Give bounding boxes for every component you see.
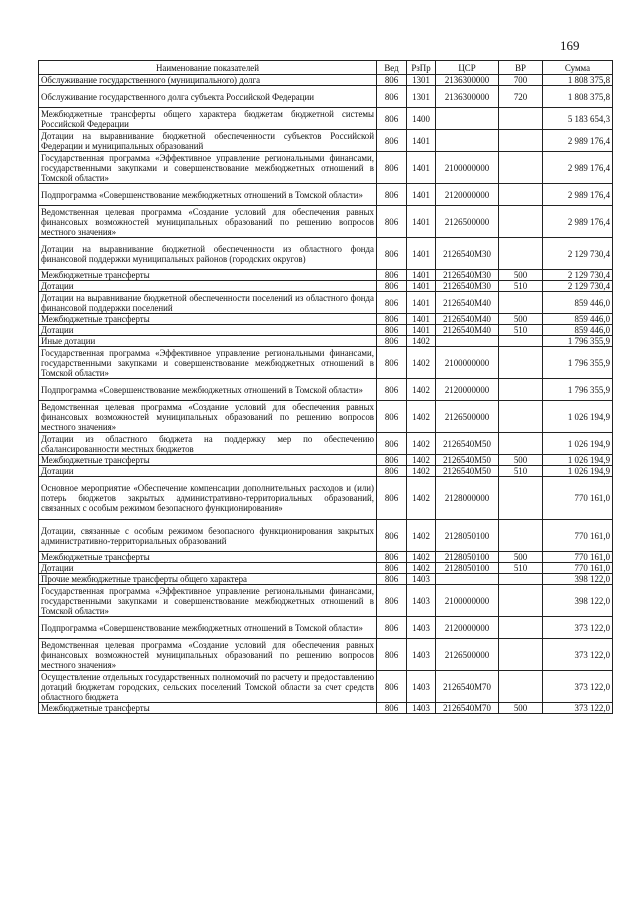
cell-sum: 770 161,0 xyxy=(543,477,613,520)
cell-csr: 2120000000 xyxy=(436,617,499,639)
cell-sum: 859 446,0 xyxy=(543,314,613,325)
cell-ved: 806 xyxy=(377,455,407,466)
cell-sum: 1 808 375,8 xyxy=(543,86,613,108)
cell-rzpr: 1403 xyxy=(407,703,436,714)
cell-rzpr: 1402 xyxy=(407,401,436,433)
cell-sum: 2 989 176,4 xyxy=(543,206,613,238)
cell-csr: 2126540М50 xyxy=(436,466,499,477)
table-row xyxy=(39,401,613,433)
cell-csr: 2100000000 xyxy=(436,152,499,184)
cell-ved: 806 xyxy=(377,130,407,152)
cell-vr xyxy=(499,401,543,433)
cell-csr: 2100000000 xyxy=(436,585,499,617)
cell-ved: 806 xyxy=(377,206,407,238)
table-row xyxy=(39,206,613,238)
cell-name: Подпрограмма «Совершенствование межбюджетных отношений в Томской области» xyxy=(39,379,377,401)
cell-sum: 1 808 375,8 xyxy=(543,75,613,86)
cell-sum: 398 122,0 xyxy=(543,574,613,585)
cell-vr xyxy=(499,617,543,639)
cell-name: Дотации из областного бюджета на поддержку мер по обеспечению сбалансированности местных бюджетов xyxy=(39,433,377,455)
table-row xyxy=(39,281,613,292)
cell-name: Дотации, связанные с особым режимом безопасного функционирования закрытых административно-территориальных образований xyxy=(39,520,377,552)
cell-vr: 700 xyxy=(499,75,543,86)
cell-sum: 2 989 176,4 xyxy=(543,184,613,206)
cell-rzpr: 1401 xyxy=(407,270,436,281)
cell-ved: 806 xyxy=(377,86,407,108)
cell-rzpr: 1403 xyxy=(407,671,436,703)
cell-name: Дотации xyxy=(39,466,377,477)
cell-ved: 806 xyxy=(377,466,407,477)
table-header-row xyxy=(39,61,613,75)
cell-csr: 2100000000 xyxy=(436,347,499,379)
cell-sum: 1 026 194,9 xyxy=(543,466,613,477)
cell-rzpr: 1402 xyxy=(407,477,436,520)
cell-name: Ведомственная целевая программа «Создание условий для обеспечения равных финансовых возможностей муниципальных образований по решению вопросов местного значения» xyxy=(39,206,377,238)
cell-vr xyxy=(499,206,543,238)
cell-rzpr: 1403 xyxy=(407,639,436,671)
cell-sum: 2 989 176,4 xyxy=(543,130,613,152)
cell-sum: 1 796 355,9 xyxy=(543,336,613,347)
cell-csr: 2120000000 xyxy=(436,184,499,206)
table-row xyxy=(39,639,613,671)
cell-ved: 806 xyxy=(377,401,407,433)
cell-csr: 2126540М40 xyxy=(436,292,499,314)
cell-sum: 373 122,0 xyxy=(543,703,613,714)
page-number: 169 xyxy=(560,38,580,53)
table-row xyxy=(39,130,613,152)
table-row xyxy=(39,455,613,466)
cell-name: Межбюджетные трансферты xyxy=(39,552,377,563)
cell-vr: 500 xyxy=(499,703,543,714)
cell-vr: 500 xyxy=(499,314,543,325)
cell-csr: 2128050100 xyxy=(436,520,499,552)
table-row xyxy=(39,520,613,552)
cell-vr xyxy=(499,585,543,617)
cell-name: Межбюджетные трансферты xyxy=(39,314,377,325)
cell-csr: 2126500000 xyxy=(436,401,499,433)
cell-csr xyxy=(436,130,499,152)
cell-vr: 510 xyxy=(499,466,543,477)
cell-name: Дотации на выравнивание бюджетной обеспеченности субъектов Российской Федерации и муниципальных образований xyxy=(39,130,377,152)
cell-rzpr: 1402 xyxy=(407,379,436,401)
cell-rzpr: 1401 xyxy=(407,238,436,270)
header-vr: ВР xyxy=(499,61,543,75)
cell-csr: 2126540М30 xyxy=(436,281,499,292)
cell-sum: 2 129 730,4 xyxy=(543,238,613,270)
cell-sum: 1 026 194,9 xyxy=(543,433,613,455)
cell-name: Государственная программа «Эффективное управление региональными финансами, государственными закупками и совершенствование межбюджетных отношений в Томской области» xyxy=(39,347,377,379)
table-row xyxy=(39,379,613,401)
cell-name: Дотации xyxy=(39,325,377,336)
cell-ved: 806 xyxy=(377,292,407,314)
cell-rzpr: 1402 xyxy=(407,466,436,477)
cell-sum: 2 129 730,4 xyxy=(543,281,613,292)
header-rzpr: РзПр xyxy=(407,61,436,75)
cell-csr: 2126540М30 xyxy=(436,270,499,281)
cell-sum: 770 161,0 xyxy=(543,520,613,552)
cell-rzpr: 1301 xyxy=(407,86,436,108)
table-row xyxy=(39,238,613,270)
table-row xyxy=(39,325,613,336)
cell-sum: 2 129 730,4 xyxy=(543,270,613,281)
cell-rzpr: 1402 xyxy=(407,433,436,455)
cell-csr: 2126500000 xyxy=(436,639,499,671)
cell-vr xyxy=(499,477,543,520)
table-row xyxy=(39,292,613,314)
cell-csr: 2136300000 xyxy=(436,75,499,86)
cell-rzpr: 1402 xyxy=(407,347,436,379)
cell-vr xyxy=(499,574,543,585)
cell-name: Основное мероприятие «Обеспечение компенсации дополнительных расходов и (или) потерь бюджетов закрытых административно-территориальных образований, связанных с особым режимом безопасного функционирования» xyxy=(39,477,377,520)
cell-ved: 806 xyxy=(377,433,407,455)
cell-name: Подпрограмма «Совершенствование межбюджетных отношений в Томской области» xyxy=(39,617,377,639)
cell-name: Прочие межбюджетные трансферты общего характера xyxy=(39,574,377,585)
cell-vr xyxy=(499,152,543,184)
cell-rzpr: 1403 xyxy=(407,617,436,639)
cell-rzpr: 1402 xyxy=(407,563,436,574)
table-row xyxy=(39,184,613,206)
cell-vr xyxy=(499,292,543,314)
cell-ved: 806 xyxy=(377,347,407,379)
budget-table xyxy=(38,60,613,714)
cell-vr xyxy=(499,520,543,552)
cell-vr: 500 xyxy=(499,455,543,466)
table-row xyxy=(39,314,613,325)
cell-vr xyxy=(499,379,543,401)
cell-sum: 859 446,0 xyxy=(543,325,613,336)
cell-rzpr: 1301 xyxy=(407,75,436,86)
cell-name: Межбюджетные трансферты xyxy=(39,703,377,714)
cell-csr: 2128050100 xyxy=(436,552,499,563)
cell-csr xyxy=(436,336,499,347)
cell-rzpr: 1403 xyxy=(407,585,436,617)
cell-vr: 720 xyxy=(499,86,543,108)
cell-sum: 770 161,0 xyxy=(543,563,613,574)
cell-ved: 806 xyxy=(377,152,407,184)
cell-vr xyxy=(499,336,543,347)
cell-csr xyxy=(436,108,499,130)
cell-sum: 1 796 355,9 xyxy=(543,379,613,401)
table-row xyxy=(39,270,613,281)
cell-csr: 2126540М50 xyxy=(436,433,499,455)
cell-ved: 806 xyxy=(377,281,407,292)
cell-ved: 806 xyxy=(377,379,407,401)
cell-vr: 510 xyxy=(499,281,543,292)
cell-ved: 806 xyxy=(377,314,407,325)
cell-sum: 373 122,0 xyxy=(543,617,613,639)
cell-ved: 806 xyxy=(377,639,407,671)
cell-vr xyxy=(499,130,543,152)
table-row xyxy=(39,563,613,574)
cell-sum: 5 183 654,3 xyxy=(543,108,613,130)
cell-csr: 2126540М40 xyxy=(436,314,499,325)
table-row xyxy=(39,552,613,563)
cell-rzpr: 1401 xyxy=(407,152,436,184)
cell-csr: 2136300000 xyxy=(436,86,499,108)
cell-csr: 2126500000 xyxy=(436,206,499,238)
cell-vr: 510 xyxy=(499,563,543,574)
cell-vr: 500 xyxy=(499,270,543,281)
cell-rzpr: 1401 xyxy=(407,206,436,238)
table-row xyxy=(39,108,613,130)
header-name: Наименование показателей xyxy=(39,61,377,75)
cell-rzpr: 1402 xyxy=(407,520,436,552)
cell-vr xyxy=(499,347,543,379)
cell-rzpr: 1403 xyxy=(407,574,436,585)
cell-vr xyxy=(499,639,543,671)
cell-rzpr: 1400 xyxy=(407,108,436,130)
cell-name: Государственная программа «Эффективное управление региональными финансами, государственными закупками и совершенствование межбюджетных отношений в Томской области» xyxy=(39,585,377,617)
cell-sum: 373 122,0 xyxy=(543,671,613,703)
table-row xyxy=(39,75,613,86)
cell-name: Обслуживание государственного долга субъекта Российской Федерации xyxy=(39,86,377,108)
cell-csr: 2120000000 xyxy=(436,379,499,401)
table-row xyxy=(39,585,613,617)
cell-sum: 1 026 194,9 xyxy=(543,401,613,433)
table-row xyxy=(39,86,613,108)
cell-csr xyxy=(436,574,499,585)
cell-name: Межбюджетные трансферты xyxy=(39,270,377,281)
table-row xyxy=(39,703,613,714)
cell-name: Ведомственная целевая программа «Создание условий для обеспечения равных финансовых возможностей муниципальных образований по решению вопросов местного значения» xyxy=(39,639,377,671)
cell-name: Обслуживание государственного (муниципального) долга xyxy=(39,75,377,86)
cell-csr: 2126540М30 xyxy=(436,238,499,270)
cell-name: Дотации на выравнивание бюджетной обеспеченности из областного фонда финансовой поддержки муниципальных районов (городских округов) xyxy=(39,238,377,270)
cell-name: Межбюджетные трансферты xyxy=(39,455,377,466)
cell-ved: 806 xyxy=(377,552,407,563)
cell-sum: 1 796 355,9 xyxy=(543,347,613,379)
table-row xyxy=(39,433,613,455)
cell-rzpr: 1402 xyxy=(407,455,436,466)
table-row xyxy=(39,477,613,520)
cell-ved: 806 xyxy=(377,585,407,617)
cell-rzpr: 1402 xyxy=(407,552,436,563)
cell-vr xyxy=(499,238,543,270)
cell-name: Дотации xyxy=(39,281,377,292)
cell-sum: 373 122,0 xyxy=(543,639,613,671)
cell-vr: 510 xyxy=(499,325,543,336)
table-row xyxy=(39,617,613,639)
table-row xyxy=(39,574,613,585)
cell-name: Государственная программа «Эффективное управление региональными финансами, государственными закупками и совершенствование межбюджетных отношений в Томской области» xyxy=(39,152,377,184)
cell-ved: 806 xyxy=(377,617,407,639)
cell-name: Дотации на выравнивание бюджетной обеспеченности поселений из областного фонда финансовой поддержки поселений xyxy=(39,292,377,314)
table-row xyxy=(39,152,613,184)
cell-sum: 859 446,0 xyxy=(543,292,613,314)
cell-rzpr: 1401 xyxy=(407,314,436,325)
cell-sum: 770 161,0 xyxy=(543,552,613,563)
cell-csr: 2128000000 xyxy=(436,477,499,520)
cell-name: Межбюджетные трансферты общего характера бюджетам бюджетной системы Российской Федерации xyxy=(39,108,377,130)
cell-ved: 806 xyxy=(377,563,407,574)
cell-rzpr: 1401 xyxy=(407,184,436,206)
cell-csr: 2126540М70 xyxy=(436,703,499,714)
table-row xyxy=(39,466,613,477)
cell-ved: 806 xyxy=(377,703,407,714)
header-csr: ЦСР xyxy=(436,61,499,75)
cell-ved: 806 xyxy=(377,477,407,520)
cell-ved: 806 xyxy=(377,574,407,585)
table-row xyxy=(39,347,613,379)
cell-ved: 806 xyxy=(377,108,407,130)
cell-csr: 2128050100 xyxy=(436,563,499,574)
cell-rzpr: 1401 xyxy=(407,130,436,152)
cell-name: Иные дотации xyxy=(39,336,377,347)
cell-sum: 1 026 194,9 xyxy=(543,455,613,466)
cell-ved: 806 xyxy=(377,671,407,703)
cell-rzpr: 1401 xyxy=(407,292,436,314)
cell-name: Осуществление отдельных государственных полномочий по расчету и предоставлению дотаций бюджетам городских, сельских поселений Томской области за счет средств областного бюджета xyxy=(39,671,377,703)
cell-rzpr: 1401 xyxy=(407,281,436,292)
cell-rzpr: 1401 xyxy=(407,325,436,336)
cell-vr xyxy=(499,433,543,455)
cell-ved: 806 xyxy=(377,336,407,347)
cell-ved: 806 xyxy=(377,75,407,86)
cell-vr xyxy=(499,671,543,703)
cell-ved: 806 xyxy=(377,184,407,206)
cell-csr: 2126540М70 xyxy=(436,671,499,703)
header-ved: Вед xyxy=(377,61,407,75)
cell-sum: 398 122,0 xyxy=(543,585,613,617)
cell-ved: 806 xyxy=(377,238,407,270)
cell-ved: 806 xyxy=(377,520,407,552)
cell-sum: 2 989 176,4 xyxy=(543,152,613,184)
table-row xyxy=(39,671,613,703)
cell-name: Ведомственная целевая программа «Создание условий для обеспечения равных финансовых возможностей муниципальных образований по решению вопросов местного значения» xyxy=(39,401,377,433)
cell-name: Подпрограмма «Совершенствование межбюджетных отношений в Томской области» xyxy=(39,184,377,206)
cell-rzpr: 1402 xyxy=(407,336,436,347)
cell-ved: 806 xyxy=(377,325,407,336)
cell-vr xyxy=(499,108,543,130)
cell-vr xyxy=(499,184,543,206)
cell-name: Дотации xyxy=(39,563,377,574)
header-sum: Сумма xyxy=(543,61,613,75)
cell-csr: 2126540М50 xyxy=(436,455,499,466)
cell-ved: 806 xyxy=(377,270,407,281)
table-row xyxy=(39,336,613,347)
cell-vr: 500 xyxy=(499,552,543,563)
cell-csr: 2126540М40 xyxy=(436,325,499,336)
